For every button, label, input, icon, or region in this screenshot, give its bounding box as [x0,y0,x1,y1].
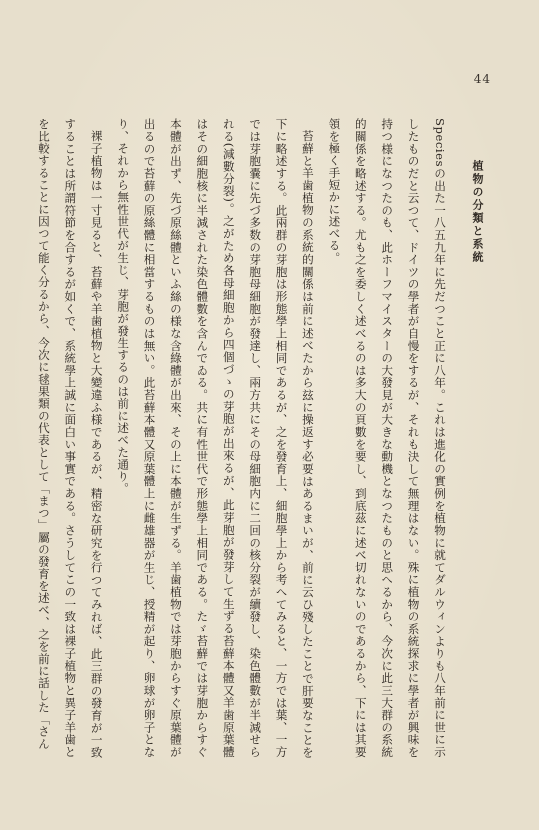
paragraph-3: 裸子植物は一寸見ると、苔蘚や羊歯植物と大變違ふ様であるが、精密な研究を行つてみれば、此三群の發育が一致することは所謂符節を合するが如くで、系統學上誠に面白い事實である。さうしてこの一致は裸子植物と異子羊歯とを比較することに因つて能く分るから、今次に毬果類の代表として「まつ」屬の發育を述べ、之を前に話した「さん [36,118,104,758]
paragraph-2: 苔蘚と羊歯植物の系統的關係は前に述べたから玆に操返す必要はあるまいが、前に云ひ殘したことで肝要なことを下に略述する。此兩群の芽胞は形態學上相同であるが、之を發育上、細胞學上から考へてみると、一方では葉、一方では芽胞嚢に先づ多数の芽胞母細胞が發達し、兩方共にその母細胞内に二回の核分裂が續發し、染色體數が半減せられる(減數分裂)。之がため各母細胞から四個づゝの芽胞が出來るが、此芽胞が發芽して生ずる苔蘚本體又羊歯原葉體はその細胞核に半減された染色體數を含んでゐる。共に有性世代で形態學上相同である。たゞ苔蘚では芽胞からすぐ本體が出ず、先づ原絲體といふ絲の様な含綠體が出來、その上に本體が生ずる。羊歯植物では芽胞からすぐ原葉體が出るので苔蘚の原絲體に相當するものは無い。此苔蘚本體又原葉體上に雌雄器が生じ、授精が起り、卵球が卵子となり、それから無性世代が生じ、芽胞が發生するのは前に述べた通り。 [116,118,315,758]
body-text [36,118,453,758]
running-head: 植物の分類と系統 [471,160,484,264]
paragraph-1: Speciesの出た一八五九年に先だつこと正に八年。これは進化の實例を植物に就てダルウィンよりも八年前に世に示したものだと云つて、ドイツの學者が自慢をするが、それも決して無理はない。殊に植物の系統探求に學者が興味を持つ様になつたのも、此ホーフマイスターの大發見が大きな動機となつたものと思へるから、今次に此三大群の系統的關係を略述する。尤も之を委しく述べるのは多大の頁數を要し、到底茲に述べ切れないのであるから、下には其要領を極く手短かに述べる。 [327,118,447,758]
page-number: 44 [473,72,491,86]
